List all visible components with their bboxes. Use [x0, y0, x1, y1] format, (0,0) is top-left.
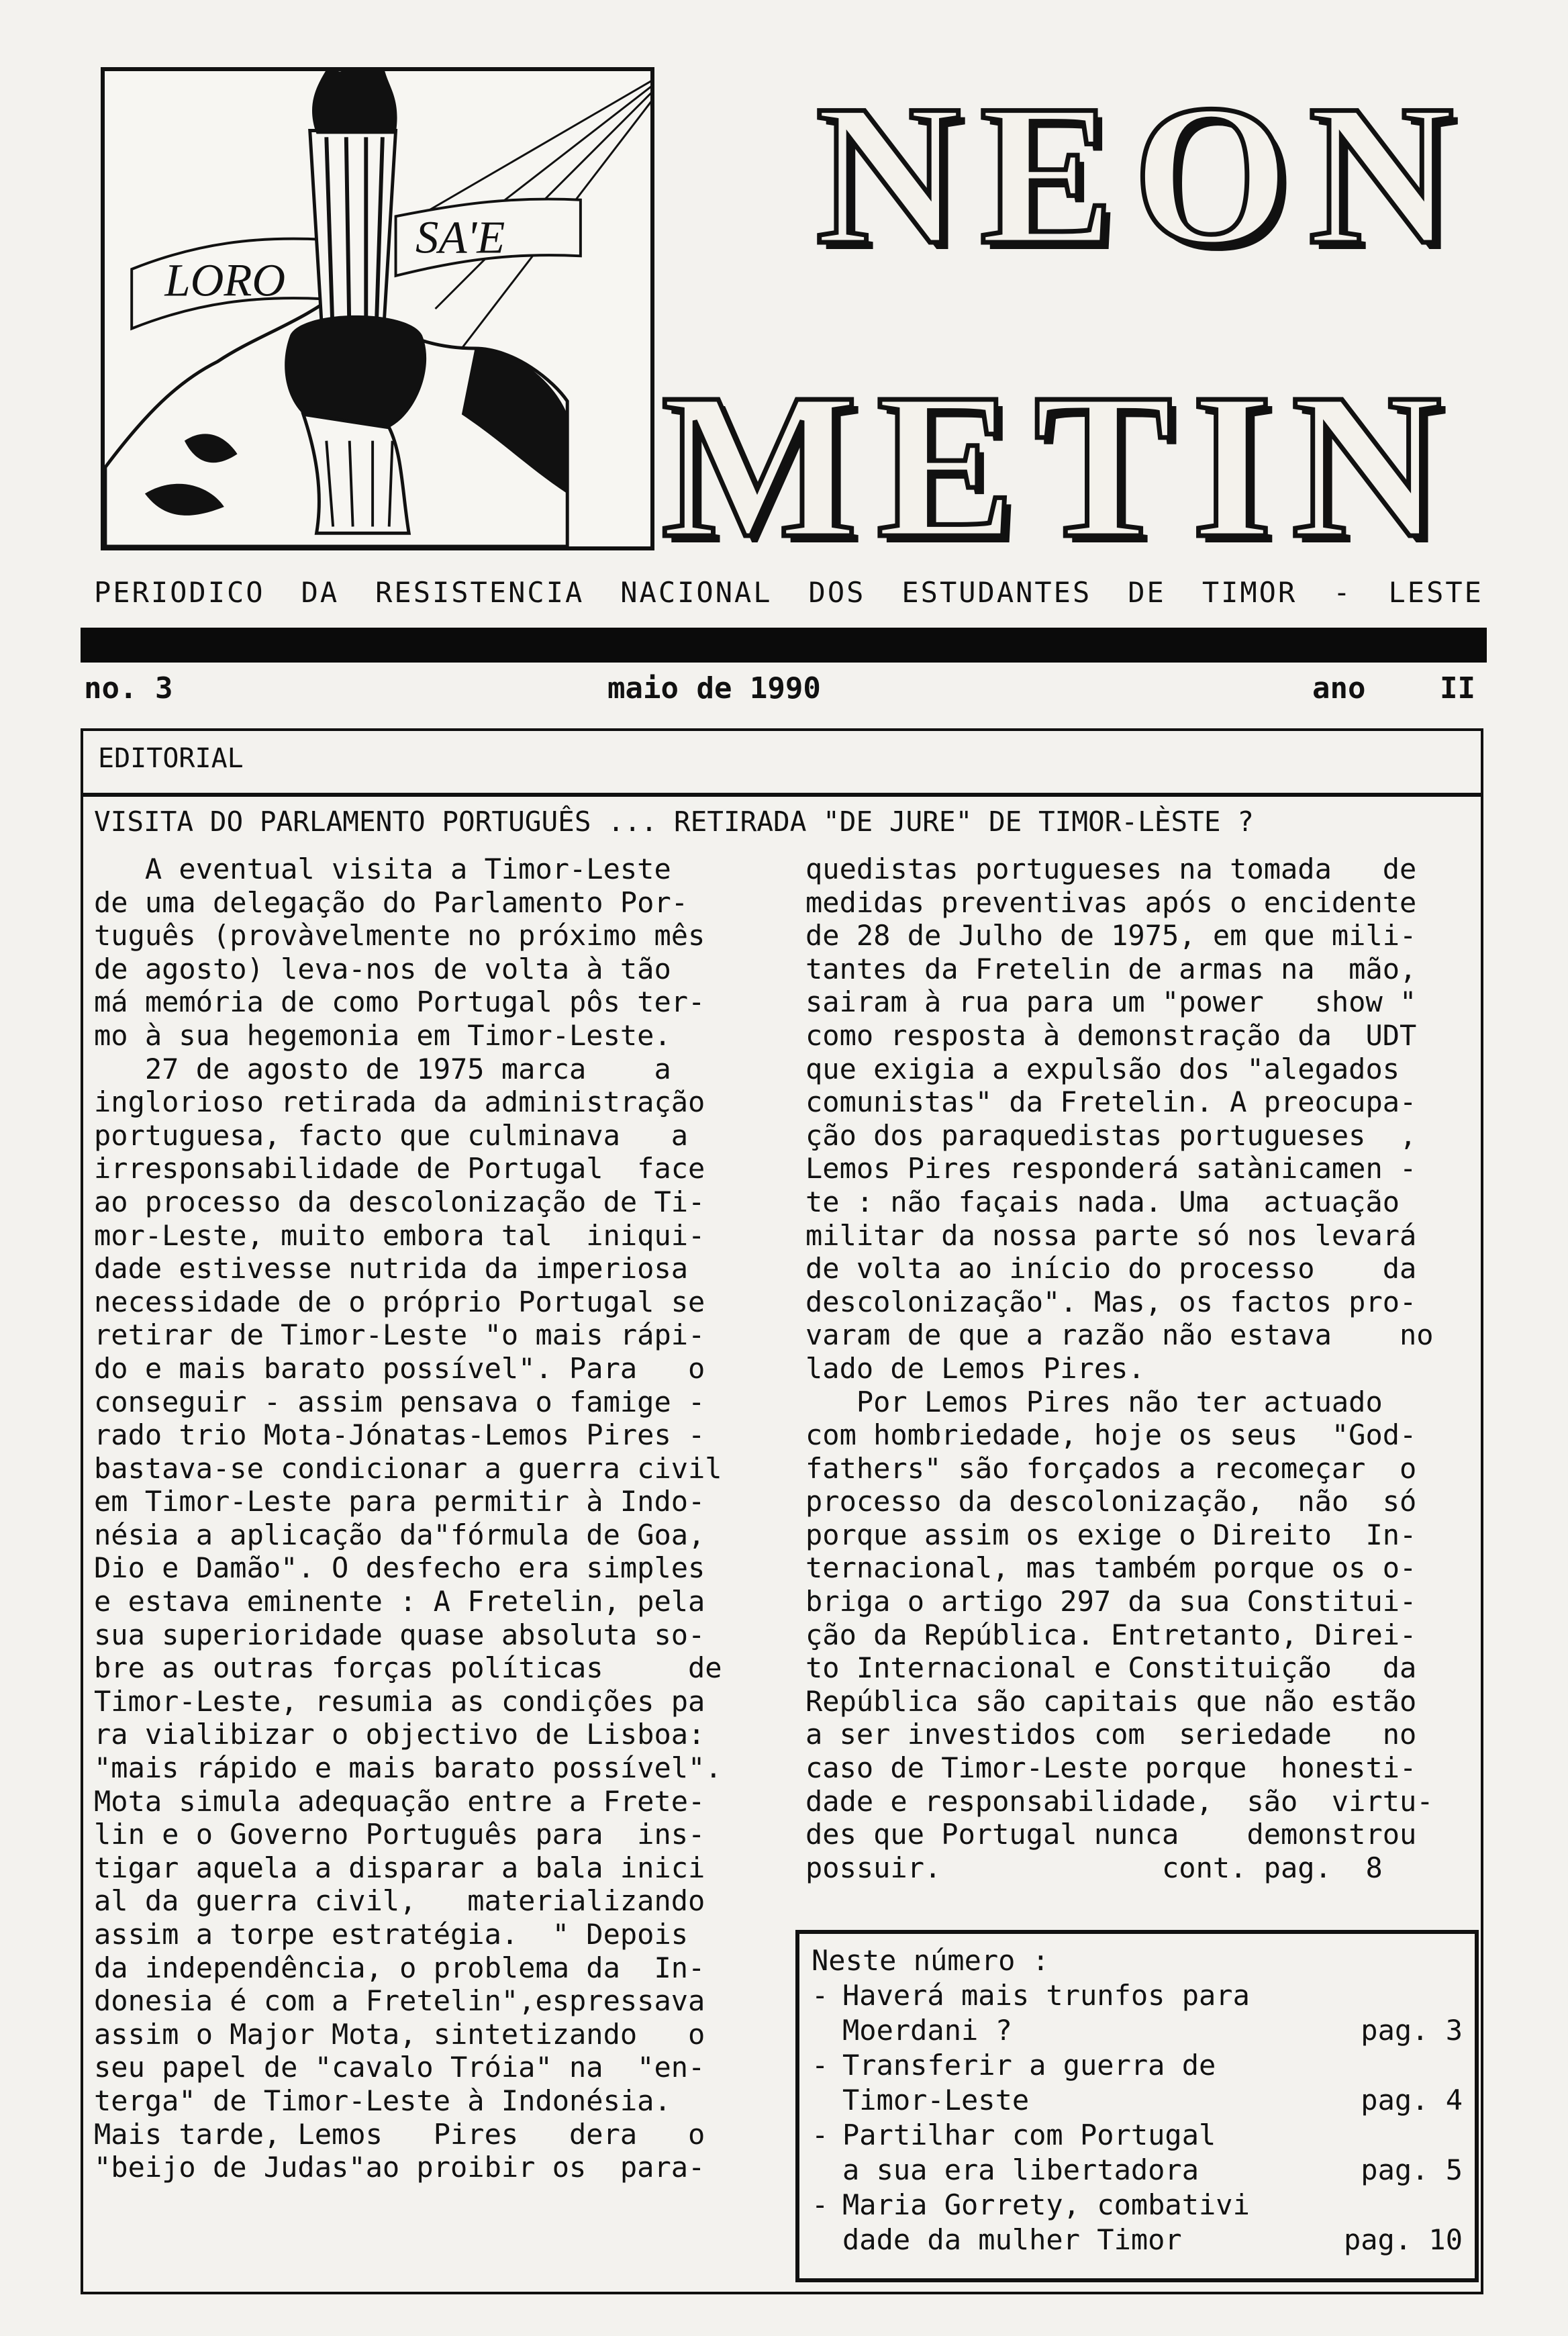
- year-label: ano: [1312, 671, 1366, 705]
- subtitle-word: DA: [301, 576, 340, 609]
- subtitle-word: ESTUDANTES: [901, 576, 1092, 609]
- text-line: "beijo de Judas"ao proibir os para-: [94, 2151, 705, 2184]
- article-column-left: [94, 853, 758, 2184]
- text-line: de uma delegação do Parlamento Por-: [94, 885, 689, 919]
- text-line: lado de Lemos Pires.: [805, 1351, 1145, 1385]
- text-line: assim o Major Mota, sintetizando o: [94, 2017, 705, 2051]
- publication-subtitle: [94, 576, 1483, 609]
- text-line: Por Lemos Pires não ter actuado: [805, 1385, 1383, 1418]
- text-line: des que Portugal nunca demonstrou: [805, 1818, 1417, 1851]
- text-line: caso de Timor-Leste porque honesti-: [805, 1751, 1417, 1785]
- text-line: a ser investidos com seriedade no: [805, 1718, 1417, 1751]
- text-line: ra vialibizar o objectivo de Lisboa:: [94, 1718, 705, 1751]
- text-line: varam de que a razão não estava no: [805, 1318, 1434, 1352]
- contents-item-page: pag. 4: [1361, 2084, 1463, 2116]
- svg-text:LORO: LORO: [164, 254, 286, 306]
- text-line: dade e responsabilidade, são virtu-: [805, 1784, 1434, 1818]
- text-line: militar da nossa parte só nos levará: [805, 1218, 1417, 1252]
- text-line: da independência, o problema da In-: [94, 1951, 705, 1984]
- text-line: medidas preventivas após o encidente: [805, 885, 1417, 919]
- text-line: que exigia a expulsão dos "alegados: [805, 1052, 1400, 1085]
- contents-item-page: pag. 10: [1343, 2223, 1463, 2256]
- text-line: ção da República. Entretanto, Direi-: [805, 1618, 1417, 1651]
- text-line: quedistas portugueses na tomada de: [805, 853, 1417, 885]
- text-line: retirar de Timor-Leste "o mais rápi-: [94, 1318, 705, 1352]
- text-line: sua superioridade quase absoluta so-: [94, 1618, 705, 1651]
- text-line: te : não façais nada. Uma actuação: [805, 1185, 1400, 1218]
- text-line: sairam à rua para um "power show ": [805, 985, 1417, 1019]
- text-line: de agosto) leva-nos de volta à tão: [94, 952, 671, 985]
- contents-item-title: Haverá mais trunfos para: [842, 1979, 1250, 2012]
- header-divider-band: [81, 628, 1487, 663]
- article-column-right: [805, 853, 1473, 1884]
- text-line: como resposta à demonstração da UDT: [805, 1018, 1417, 1052]
- text-line: ção dos paraquedistas portugueses ,: [805, 1118, 1417, 1152]
- contents-item-title: Timor-Leste: [842, 2084, 1030, 2116]
- text-line: portuguesa, facto que culminava a: [94, 1118, 689, 1152]
- contents-item-title: Moerdani ?: [842, 2014, 1012, 2047]
- text-line: necessidade de o próprio Portugal se: [94, 1285, 705, 1318]
- issue-info-row: [84, 671, 1480, 712]
- issue-number: no. 3: [84, 671, 173, 705]
- text-line: A eventual visita a Timor-Leste: [94, 853, 671, 885]
- text-line: rado trio Mota-Jónatas-Lemos Pires -: [94, 1418, 705, 1452]
- contents-heading: Neste número :: [812, 1944, 1050, 1977]
- subtitle-word: NACIONAL: [620, 576, 773, 609]
- text-line: com hombriedade, hoje os seus "God-: [805, 1418, 1417, 1452]
- title-metin: METIN: [661, 351, 1461, 581]
- text-line: terga" de Timor-Leste à Indonésia.: [94, 2084, 671, 2117]
- text-line: mor-Leste, muito embora tal iniqui-: [94, 1218, 705, 1252]
- text-line: República são capitais que não estão: [805, 1684, 1417, 1718]
- text-line: bastava-se condicionar a guerra civil: [94, 1451, 722, 1485]
- contents-item-page: pag. 3: [1361, 2014, 1463, 2047]
- text-line: mo à sua hegemonia em Timor-Leste.: [94, 1018, 671, 1052]
- text-line: bre as outras forças políticas de: [94, 1651, 722, 1685]
- section-label: EDITORIAL: [98, 743, 244, 774]
- contents-item-title: Maria Gorrety, combativi: [842, 2188, 1250, 2221]
- subtitle-word: DE: [1128, 576, 1166, 609]
- text-line: tantes da Fretelin de armas na mão,: [805, 952, 1417, 985]
- subtitle-word: LESTE: [1388, 576, 1483, 609]
- text-line: donesia é com a Fretelin",espressava: [94, 1984, 705, 2018]
- masthead-logo: [101, 67, 654, 550]
- text-line: nésia a aplicação da"fórmula de Goa,: [94, 1518, 705, 1551]
- continued-line: possuir. cont. pag. 8: [805, 1851, 1383, 1884]
- text-line: briga o artigo 297 da sua Constitui-: [805, 1585, 1417, 1618]
- text-line: tigar aquela a disparar a bala inici: [94, 1851, 705, 1884]
- svg-text:SA'E: SA'E: [415, 211, 505, 263]
- text-line: 27 de agosto de 1975 marca a: [94, 1052, 671, 1085]
- text-line: em Timor-Leste para permitir à Indo-: [94, 1485, 705, 1518]
- text-line: Timor-Leste, resumia as condições pa: [94, 1684, 705, 1718]
- text-line: porque assim os exige o Direito In-: [805, 1518, 1417, 1551]
- contents-item[interactable]: - Partilhar com Portugal a sua era libertadora pag. 5: [812, 2119, 1463, 2186]
- subtitle-word: PERIODICO: [94, 576, 265, 609]
- contents-item[interactable]: - Maria Gorrety, combativi dade da mulher Timor pag. 10: [812, 2188, 1463, 2256]
- text-line: de volta ao início do processo da: [805, 1252, 1417, 1285]
- text-line: al da guerra civil, materializando: [94, 1884, 705, 1918]
- torch-fist-logo: [105, 71, 650, 546]
- contents-item-title: Partilhar com Portugal: [842, 2119, 1216, 2151]
- contents-item-page: pag. 5: [1361, 2153, 1463, 2186]
- text-line: processo da descolonização, não só: [805, 1485, 1417, 1518]
- year-value: II: [1440, 671, 1475, 705]
- subtitle-word: RESISTENCIA: [375, 576, 585, 609]
- text-line: e estava eminente : A Fretelin, pela: [94, 1585, 705, 1618]
- text-line: Dio e Damão". O desfecho era simples: [94, 1551, 705, 1585]
- text-line: Lemos Pires responderá satànicamen -: [805, 1152, 1417, 1185]
- text-line: assim a torpe estratégia. " Depois: [94, 1918, 689, 1951]
- text-line: ao processo da descolonização de Ti-: [94, 1185, 705, 1218]
- text-line: "mais rápido e mais barato possível".: [94, 1751, 722, 1785]
- text-line: Mais tarde, Lemos Pires dera o: [94, 2117, 705, 2151]
- text-line: ternacional, mas também porque os o-: [805, 1551, 1417, 1585]
- contents-item-title: Transferir a guerra de: [842, 2049, 1216, 2082]
- text-line: to Internacional e Constituição da: [805, 1651, 1417, 1685]
- text-line: do e mais barato possível". Para o: [94, 1351, 705, 1385]
- subtitle-word: TIMOR: [1202, 576, 1297, 609]
- text-line: dade estivesse nutrida da imperiosa: [94, 1252, 689, 1285]
- contents-item[interactable]: - Haverá mais trunfos para Moerdani ? pag. 3: [812, 1979, 1463, 2047]
- text-line: Mota simula adequação entre a Frete-: [94, 1784, 705, 1818]
- subtitle-word: -: [1333, 576, 1353, 609]
- text-line: comunistas" da Fretelin. A preocupa-: [805, 1085, 1417, 1119]
- article-title: VISITA DO PARLAMENTO PORTUGUÊS ... RETIRADA "DE JURE" DE TIMOR-LÈSTE ?: [94, 806, 1254, 838]
- text-line: irresponsabilidade de Portugal face: [94, 1152, 705, 1185]
- text-line: de 28 de Julho de 1975, em que mili-: [805, 919, 1417, 953]
- text-line: inglorioso retirada da administração: [94, 1085, 705, 1119]
- text-line: seu papel de "cavalo Tróia" na "en-: [94, 2051, 705, 2084]
- contents-item-title: a sua era libertadora: [842, 2153, 1199, 2186]
- text-line: conseguir - assim pensava o famige -: [94, 1385, 705, 1418]
- subtitle-word: DOS: [808, 576, 866, 609]
- text-line: descolonização". Mas, os factos pro-: [805, 1285, 1417, 1318]
- contents-box: [795, 1930, 1479, 2282]
- contents-item-title: dade da mulher Timor: [842, 2223, 1182, 2256]
- editorial-section-header: [81, 728, 1483, 795]
- text-line: má memória de como Portugal pôs ter-: [94, 985, 705, 1019]
- issue-date: maio de 1990: [607, 671, 821, 705]
- text-line: lin e o Governo Português para ins-: [94, 1818, 705, 1851]
- text-line: fathers" são forçados a recomeçar o: [805, 1451, 1417, 1485]
- contents-item[interactable]: - Transferir a guerra de Timor-Leste pag. 4: [812, 2049, 1463, 2116]
- title-neon: NEON: [816, 63, 1473, 286]
- text-line: tuguês (provàvelmente no próximo mês: [94, 919, 705, 953]
